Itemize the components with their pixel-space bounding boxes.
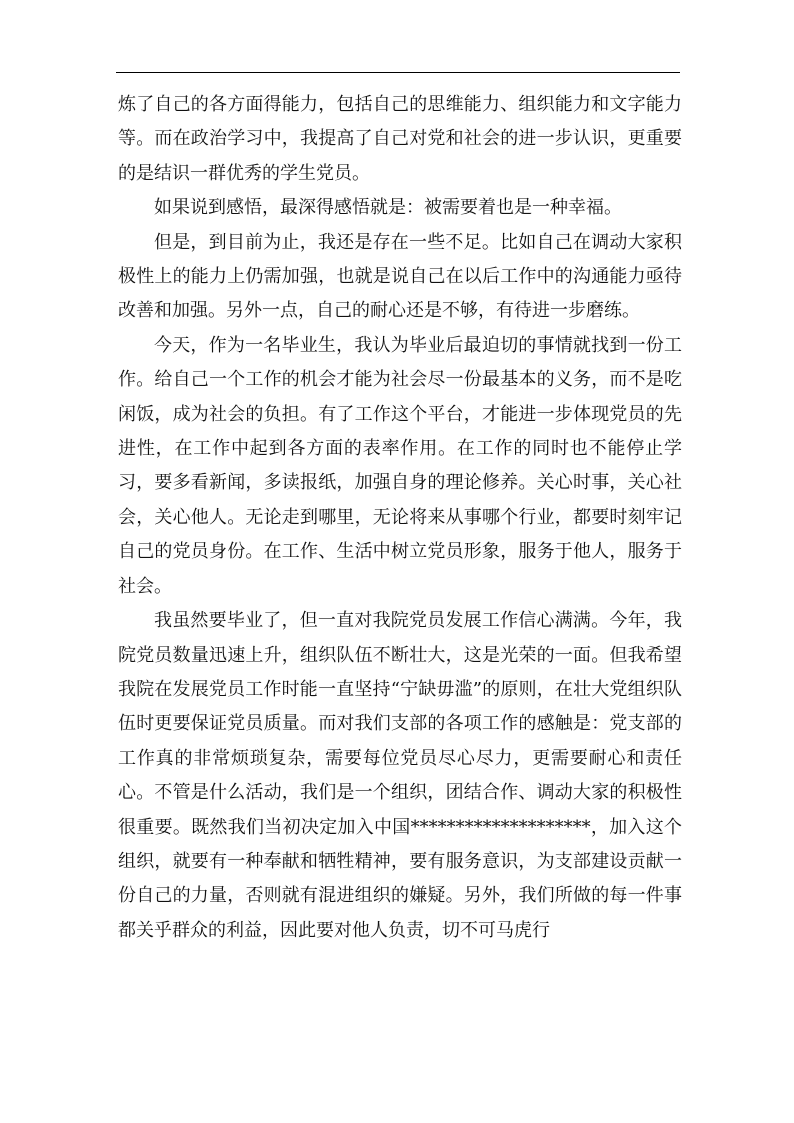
header-rule	[116, 72, 680, 73]
paragraph-3: 但是，到目前为止，我还是存在一些不足。比如自己在调动大家积极性上的能力上仍需加强，也就是说自己在以后工作中的沟通能力亟待改善和加强。另外一点，自己的耐心还是不够，有待进一步磨练。	[118, 231, 682, 322]
paragraph-4: 今天，作为一名毕业生，我认为毕业后最迫切的事情就找到一份工作。给自己一个工作的机会才能为社会尽一份最基本的义务，而不是吃闲饭，成为社会的负担。有了工作这个平台，才能进一步体现党员的先进性，在工作中起到各方面的表率作用。在工作的同时也不能停止学习，要多看新闻，多读报纸，加强自身的理论修养。关心时事，关心社会，关心他人。无论走到哪里，无论将来从事哪个行业，都要时刻牢记自己的党员身份。在工作、生活中树立党员形象，服务于他人，服务于社会。	[118, 334, 682, 597]
paragraph-2: 如果说到感悟，最深得感悟就是：被需要着也是一种幸福。	[154, 197, 622, 219]
paragraph-5: 我虽然要毕业了，但一直对我院党员发展工作信心满满。今年，我院党员数量迅速上升，组织队伍不断壮大，这是光荣的一面。但我希望我院在发展党员工作时能一直坚持“宁缺毋滥”的原则，在壮大党组织队伍时更要保证党员质量。而对我们支部的各项工作的感触是：党支部的工作真的非常烦琐复杂，需要每位党员尽心尽力，更需要耐心和责任心。不管是什么活动，我们是一个组织，团结合作、调动大家的积极性很重要。既然我们当初决定加入中国********************，加入这个组织，就要有一种奉献和牺牲精神，要有服务意识，为支部建设贡献一份自己的力量，否则就有混进组织的嫌疑。另外，我们所做的每一件事都关乎群众的利益，因此要对他人负责，切不可马虎行	[118, 610, 682, 941]
paragraph-1: 炼了自己的各方面得能力，包括自己的思维能力、组织能力和文字能力等。而在政治学习中，我提高了自己对党和社会的进一步认识，更重要的是结识一群优秀的学生党员。	[118, 94, 682, 184]
body-text	[118, 88, 682, 948]
